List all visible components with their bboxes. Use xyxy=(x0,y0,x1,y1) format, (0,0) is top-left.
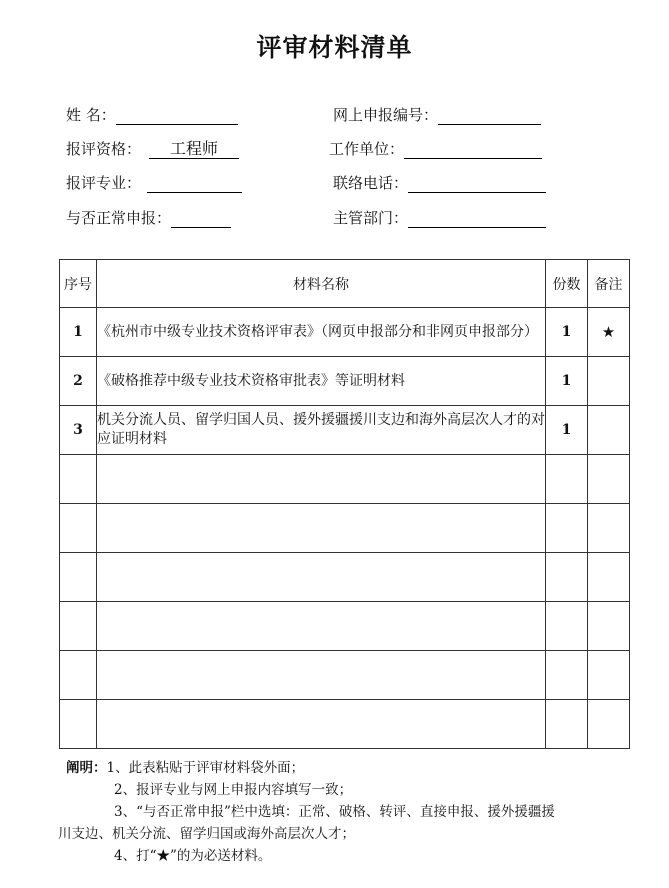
row-no xyxy=(60,455,97,504)
header-name: 材料名称 xyxy=(97,260,546,308)
row-note: ★ xyxy=(588,308,630,357)
header-note: 备注 xyxy=(588,260,630,308)
major-label: 报评专业： xyxy=(66,174,142,192)
phone-value[interactable] xyxy=(408,174,546,193)
row-no: 3 xyxy=(60,406,97,455)
row-count xyxy=(546,553,588,602)
row-note xyxy=(588,455,630,504)
row-name: 《破格推荐中级专业技术资格审批表》等证明材料 xyxy=(97,357,546,406)
table-row xyxy=(60,553,630,602)
row-name: 机关分流人员、留学归国人员、援外援疆援川支边和海外高层次人才的对应证明材料 xyxy=(97,406,546,455)
qualification-value[interactable]: 工程师 xyxy=(149,140,239,159)
row-note xyxy=(588,357,630,406)
qualification-field xyxy=(66,138,239,159)
table-row xyxy=(60,357,630,406)
row-no: 2 xyxy=(60,357,97,406)
header-count: 份数 xyxy=(546,260,588,308)
row-count: 1 xyxy=(546,308,588,357)
row-note xyxy=(588,553,630,602)
row-count xyxy=(546,455,588,504)
qualification-label: 报评资格： xyxy=(66,140,142,158)
row-no xyxy=(60,700,97,749)
online-no-value[interactable] xyxy=(438,106,541,125)
row-note xyxy=(588,651,630,700)
row-count: 1 xyxy=(546,406,588,455)
row-note xyxy=(588,602,630,651)
dept-field xyxy=(333,207,546,228)
row-name xyxy=(97,602,546,651)
phone-label: 联络电话： xyxy=(333,174,409,192)
instruction-line-2: 2、报评专业与网上申报内容填写一致； xyxy=(114,782,353,798)
row-name xyxy=(97,553,546,602)
row-note xyxy=(588,700,630,749)
row-name xyxy=(97,651,546,700)
row-no xyxy=(60,651,97,700)
instruction-text-1: 1、此表粘贴于评审材料袋外面； xyxy=(106,760,305,776)
materials-table xyxy=(59,259,630,749)
page-title: 评审材料清单 xyxy=(256,33,413,62)
work-unit-value[interactable] xyxy=(404,140,542,159)
name-field xyxy=(66,104,238,125)
table-header-row xyxy=(60,260,630,308)
normal-apply-label: 与否正常申报： xyxy=(66,209,172,227)
name-value[interactable] xyxy=(116,106,238,125)
table-row xyxy=(60,406,630,455)
dept-label: 主管部门： xyxy=(333,209,409,227)
online-no-label: 网上申报编号： xyxy=(333,106,439,124)
major-field xyxy=(66,172,242,193)
row-count xyxy=(546,602,588,651)
row-name xyxy=(97,504,546,553)
instructions xyxy=(58,757,656,867)
row-name xyxy=(97,455,546,504)
table-row xyxy=(60,602,630,651)
row-name xyxy=(97,700,546,749)
normal-apply-value[interactable] xyxy=(171,209,231,228)
instruction-line-4: 4、打“★”的为必送材料。 xyxy=(114,848,272,864)
row-no xyxy=(60,553,97,602)
instruction-line-3-cont: 川支边、机关分流、留学归国或海外高层次人才； xyxy=(58,826,355,842)
row-no xyxy=(60,504,97,553)
dept-value[interactable] xyxy=(408,209,546,228)
row-count xyxy=(546,651,588,700)
instructions-title: 阐明： xyxy=(66,760,107,776)
row-no: 1 xyxy=(60,308,97,357)
name-label: 姓 名： xyxy=(66,106,116,124)
online-no-field xyxy=(333,104,541,125)
table-row xyxy=(60,308,630,357)
work-unit-field xyxy=(329,138,542,159)
header-no: 序号 xyxy=(60,260,97,308)
normal-apply-field xyxy=(66,207,231,228)
row-name: 《杭州市中级专业技术资格评审表》（网页申报部分和非网页申报部分） xyxy=(97,308,546,357)
row-count xyxy=(546,504,588,553)
phone-field xyxy=(333,172,546,193)
table-row xyxy=(60,455,630,504)
row-no xyxy=(60,602,97,651)
row-count xyxy=(546,700,588,749)
row-count: 1 xyxy=(546,357,588,406)
instruction-line-1 xyxy=(66,757,656,779)
work-unit-label: 工作单位： xyxy=(329,140,405,158)
table-row xyxy=(60,504,630,553)
table-row xyxy=(60,700,630,749)
row-note xyxy=(588,504,630,553)
table-row xyxy=(60,651,630,700)
row-note xyxy=(588,406,630,455)
major-value[interactable] xyxy=(147,174,242,193)
instruction-line-3: 3、“与否正常申报”栏中选填：正常、破格、转评、直接申报、援外援疆援 xyxy=(114,804,555,820)
